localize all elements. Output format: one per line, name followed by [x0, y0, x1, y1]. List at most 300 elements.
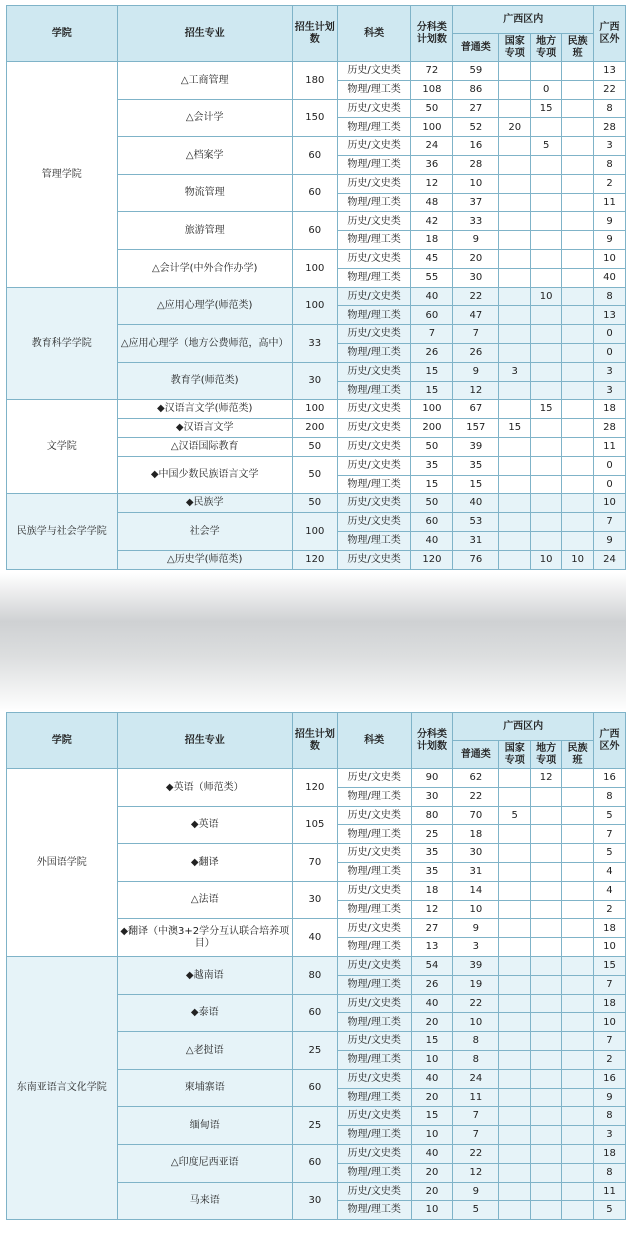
ethnic-class-count — [562, 62, 594, 81]
sub-plan-count: 25 — [411, 825, 453, 844]
subject-category: 历史/文史类 — [337, 1069, 411, 1088]
header-subject: 科类 — [337, 6, 411, 62]
outside-gx-count: 0 — [594, 475, 626, 494]
table-row — [7, 494, 626, 513]
outside-gx-count: 28 — [594, 118, 626, 137]
national-special-count — [499, 137, 531, 156]
local-special-count — [531, 1050, 562, 1069]
general-count: 9 — [453, 919, 499, 938]
ethnic-class-count — [562, 80, 594, 99]
sub-plan-count: 15 — [411, 362, 453, 381]
major-name: 马来语 — [117, 1182, 292, 1220]
outside-gx-count: 16 — [593, 1069, 625, 1088]
general-count: 11 — [453, 1088, 499, 1107]
national-special-count: 15 — [499, 419, 531, 438]
ethnic-class-count — [562, 1088, 594, 1107]
major-name: ◆中国少数民族语言文学 — [117, 456, 292, 494]
local-special-count — [531, 494, 562, 513]
sub-plan-count: 80 — [411, 806, 453, 825]
outside-gx-count: 7 — [593, 1032, 625, 1051]
header-local: 地方专项 — [531, 34, 562, 62]
major-name: △汉语国际教育 — [117, 437, 292, 456]
ethnic-class-count — [562, 956, 594, 975]
major-plan: 30 — [292, 1182, 337, 1220]
subject-category: 历史/文史类 — [337, 62, 411, 81]
national-special-count — [499, 475, 531, 494]
subject-category: 物理/理工类 — [337, 862, 411, 881]
ethnic-class-count — [562, 975, 594, 994]
general-count: 7 — [453, 1126, 499, 1145]
header-gx-in: 广西区内 — [453, 713, 594, 741]
national-special-count — [499, 900, 531, 919]
ethnic-class-count — [562, 1013, 594, 1032]
sub-plan-count: 10 — [411, 1050, 453, 1069]
sub-plan-count: 26 — [411, 975, 453, 994]
ethnic-class-count — [562, 193, 594, 212]
header-gx-out: 广西区外 — [593, 713, 625, 769]
subject-category: 物理/理工类 — [337, 938, 411, 957]
national-special-count — [499, 1182, 531, 1201]
subject-category: 物理/理工类 — [337, 118, 411, 137]
major-name: △法语 — [117, 881, 292, 919]
sub-plan-count: 12 — [411, 900, 453, 919]
ethnic-class-count — [562, 249, 594, 268]
sub-plan-count: 13 — [411, 938, 453, 957]
general-count: 9 — [453, 362, 499, 381]
subject-category: 历史/文史类 — [337, 513, 411, 532]
ethnic-class-count — [562, 1182, 594, 1201]
national-special-count — [499, 193, 531, 212]
local-special-count — [531, 212, 562, 231]
national-special-count — [499, 99, 531, 118]
outside-gx-count: 18 — [593, 1144, 625, 1163]
major-plan: 50 — [292, 437, 337, 456]
local-special-count — [531, 1069, 562, 1088]
major-name: ◆翻译（中澳3+2学分互认联合培养项目） — [117, 919, 292, 957]
subject-category: 物理/理工类 — [337, 787, 411, 806]
header-sub-plan: 分科类计划数 — [411, 6, 453, 62]
major-name: 教育学(师范类) — [117, 362, 292, 400]
sub-plan-count: 27 — [411, 919, 453, 938]
major-plan: 105 — [292, 806, 337, 844]
national-special-count — [499, 212, 531, 231]
outside-gx-count: 3 — [594, 381, 626, 400]
ethnic-class-count — [562, 362, 594, 381]
ethnic-class-count — [562, 806, 594, 825]
subject-category: 物理/理工类 — [337, 155, 411, 174]
subject-category: 历史/文史类 — [337, 806, 411, 825]
local-special-count — [531, 268, 562, 287]
outside-gx-count: 5 — [593, 844, 625, 863]
national-special-count — [499, 769, 531, 788]
subject-category: 历史/文史类 — [337, 419, 411, 438]
general-count: 22 — [453, 787, 499, 806]
major-plan: 60 — [292, 1144, 337, 1182]
sub-plan-count: 50 — [411, 494, 453, 513]
outside-gx-count: 7 — [593, 825, 625, 844]
local-special-count — [531, 306, 562, 325]
sub-plan-count: 60 — [411, 513, 453, 532]
header-plan: 招生计划数 — [292, 6, 337, 62]
sub-plan-count: 48 — [411, 193, 453, 212]
admission-table-1 — [6, 5, 626, 570]
general-count: 47 — [453, 306, 499, 325]
major-name: △印度尼西亚语 — [117, 1144, 292, 1182]
subject-category: 历史/文史类 — [337, 287, 411, 306]
local-special-count — [531, 844, 562, 863]
outside-gx-count: 40 — [594, 268, 626, 287]
subject-category: 历史/文史类 — [337, 844, 411, 863]
sub-plan-count: 15 — [411, 381, 453, 400]
major-plan: 60 — [292, 137, 337, 175]
subject-category: 物理/理工类 — [337, 306, 411, 325]
sub-plan-count: 10 — [411, 1201, 453, 1220]
major-plan: 180 — [292, 62, 337, 100]
general-count: 7 — [453, 1107, 499, 1126]
national-special-count — [499, 249, 531, 268]
major-name: 柬埔寨语 — [117, 1069, 292, 1107]
ethnic-class-count — [562, 825, 594, 844]
ethnic-class-count — [562, 456, 594, 475]
major-plan: 100 — [292, 513, 337, 551]
ethnic-class-count — [562, 1032, 594, 1051]
general-count: 39 — [453, 437, 499, 456]
major-name: 社会学 — [117, 513, 292, 551]
subject-category: 历史/文史类 — [337, 1032, 411, 1051]
general-count: 10 — [453, 900, 499, 919]
major-plan: 120 — [292, 769, 337, 807]
sub-plan-count: 20 — [411, 1163, 453, 1182]
outside-gx-count: 18 — [594, 400, 626, 419]
general-count: 22 — [453, 1144, 499, 1163]
local-special-count — [531, 155, 562, 174]
sub-plan-count: 45 — [411, 249, 453, 268]
general-count: 62 — [453, 769, 499, 788]
general-count: 7 — [453, 325, 499, 344]
subject-category: 历史/文史类 — [337, 550, 411, 569]
ethnic-class-count — [562, 231, 594, 250]
local-special-count — [531, 1088, 562, 1107]
outside-gx-count: 5 — [593, 1201, 625, 1220]
major-name: ◆翻译 — [117, 844, 292, 882]
header-local: 地方专项 — [531, 741, 562, 769]
outside-gx-count: 28 — [594, 419, 626, 438]
local-special-count: 15 — [531, 400, 562, 419]
general-count: 10 — [453, 1013, 499, 1032]
general-count: 67 — [453, 400, 499, 419]
header-ethnic: 民族班 — [562, 741, 594, 769]
general-count: 18 — [453, 825, 499, 844]
outside-gx-count: 9 — [594, 231, 626, 250]
sub-plan-count: 20 — [411, 1013, 453, 1032]
national-special-count — [499, 881, 531, 900]
national-special-count — [499, 494, 531, 513]
ethnic-class-count — [562, 862, 594, 881]
national-special-count — [499, 844, 531, 863]
local-special-count: 12 — [531, 769, 562, 788]
subject-category: 物理/理工类 — [337, 531, 411, 550]
local-special-count — [531, 325, 562, 344]
general-count: 33 — [453, 212, 499, 231]
general-count: 59 — [453, 62, 499, 81]
general-count: 28 — [453, 155, 499, 174]
page-separator — [0, 573, 626, 712]
local-special-count — [531, 437, 562, 456]
major-plan: 60 — [292, 994, 337, 1032]
ethnic-class-count — [562, 400, 594, 419]
ethnic-class-count — [562, 900, 594, 919]
subject-category: 历史/文史类 — [337, 956, 411, 975]
sub-plan-count: 40 — [411, 1069, 453, 1088]
general-count: 39 — [453, 956, 499, 975]
general-count: 22 — [453, 994, 499, 1013]
major-plan: 30 — [292, 362, 337, 400]
major-plan: 60 — [292, 1069, 337, 1107]
local-special-count — [531, 1163, 562, 1182]
ethnic-class-count — [562, 919, 594, 938]
ethnic-class-count — [562, 155, 594, 174]
sub-plan-count: 60 — [411, 306, 453, 325]
major-plan: 50 — [292, 494, 337, 513]
general-count: 22 — [453, 287, 499, 306]
major-plan: 80 — [292, 956, 337, 994]
subject-category: 历史/文史类 — [337, 325, 411, 344]
major-name: ◆汉语言文学 — [117, 419, 292, 438]
general-count: 35 — [453, 456, 499, 475]
national-special-count — [499, 1069, 531, 1088]
major-plan: 70 — [292, 844, 337, 882]
general-count: 15 — [453, 475, 499, 494]
major-name: ◆英语（师范类） — [117, 769, 292, 807]
major-name: △会计学 — [117, 99, 292, 137]
sub-plan-count: 72 — [411, 62, 453, 81]
ethnic-class-count — [562, 881, 594, 900]
outside-gx-count: 2 — [593, 900, 625, 919]
subject-category: 历史/文史类 — [337, 881, 411, 900]
ethnic-class-count — [562, 513, 594, 532]
national-special-count — [499, 550, 531, 569]
national-special-count — [499, 1201, 531, 1220]
subject-category: 历史/文史类 — [337, 400, 411, 419]
national-special-count — [499, 306, 531, 325]
sub-plan-count: 35 — [411, 456, 453, 475]
ethnic-class-count — [562, 1069, 594, 1088]
local-special-count — [531, 881, 562, 900]
general-count: 16 — [453, 137, 499, 156]
sub-plan-count: 42 — [411, 212, 453, 231]
major-plan: 33 — [292, 325, 337, 363]
local-special-count — [531, 787, 562, 806]
sub-plan-count: 100 — [411, 118, 453, 137]
local-special-count — [531, 919, 562, 938]
outside-gx-count: 9 — [593, 1088, 625, 1107]
sub-plan-count: 7 — [411, 325, 453, 344]
table-row — [7, 956, 626, 975]
general-count: 27 — [453, 99, 499, 118]
outside-gx-count: 11 — [594, 193, 626, 212]
general-count: 26 — [453, 343, 499, 362]
general-count: 40 — [453, 494, 499, 513]
subject-category: 历史/文史类 — [337, 456, 411, 475]
major-plan: 25 — [292, 1107, 337, 1145]
subject-category: 物理/理工类 — [337, 1201, 411, 1220]
subject-category: 物理/理工类 — [337, 1126, 411, 1145]
outside-gx-count: 8 — [594, 99, 626, 118]
general-count: 12 — [453, 1163, 499, 1182]
major-plan: 100 — [292, 400, 337, 419]
sub-plan-count: 15 — [411, 475, 453, 494]
outside-gx-count: 3 — [594, 362, 626, 381]
subject-category: 物理/理工类 — [337, 1013, 411, 1032]
local-special-count — [531, 513, 562, 532]
subject-category: 物理/理工类 — [337, 825, 411, 844]
ethnic-class-count — [562, 1107, 594, 1126]
ethnic-class-count — [562, 419, 594, 438]
subject-category: 物理/理工类 — [337, 1050, 411, 1069]
outside-gx-count: 3 — [594, 137, 626, 156]
national-special-count — [499, 825, 531, 844]
national-special-count — [499, 1013, 531, 1032]
sub-plan-count: 55 — [411, 268, 453, 287]
national-special-count — [499, 268, 531, 287]
subject-category: 物理/理工类 — [337, 975, 411, 994]
national-special-count — [499, 1107, 531, 1126]
ethnic-class-count — [562, 844, 594, 863]
ethnic-class-count — [562, 325, 594, 344]
header-national: 国家专项 — [499, 741, 531, 769]
admission-table-2 — [6, 712, 626, 1220]
general-count: 9 — [453, 1182, 499, 1201]
sub-plan-count: 24 — [411, 137, 453, 156]
subject-category: 物理/理工类 — [337, 193, 411, 212]
general-count: 76 — [453, 550, 499, 569]
outside-gx-count: 0 — [594, 325, 626, 344]
general-count: 12 — [453, 381, 499, 400]
sub-plan-count: 35 — [411, 862, 453, 881]
general-count: 37 — [453, 193, 499, 212]
outside-gx-count: 0 — [594, 456, 626, 475]
college-name: 管理学院 — [7, 62, 118, 288]
ethnic-class-count — [562, 118, 594, 137]
local-special-count — [531, 994, 562, 1013]
local-special-count — [531, 1126, 562, 1145]
local-special-count — [531, 1182, 562, 1201]
outside-gx-count: 8 — [593, 787, 625, 806]
major-name: ◆民族学 — [117, 494, 292, 513]
major-name: 缅甸语 — [117, 1107, 292, 1145]
national-special-count — [499, 381, 531, 400]
national-special-count — [499, 62, 531, 81]
major-name: ◆汉语言文学(师范类) — [117, 400, 292, 419]
outside-gx-count: 15 — [593, 956, 625, 975]
local-special-count — [531, 362, 562, 381]
sub-plan-count: 20 — [411, 1088, 453, 1107]
local-special-count — [531, 62, 562, 81]
major-plan: 100 — [292, 287, 337, 325]
outside-gx-count: 8 — [594, 155, 626, 174]
outside-gx-count: 8 — [593, 1163, 625, 1182]
outside-gx-count: 11 — [594, 437, 626, 456]
national-special-count — [499, 513, 531, 532]
major-plan: 120 — [292, 550, 337, 569]
general-count: 8 — [453, 1032, 499, 1051]
sub-plan-count: 15 — [411, 1032, 453, 1051]
ethnic-class-count — [562, 1144, 594, 1163]
national-special-count — [499, 1032, 531, 1051]
table-2-body — [7, 769, 626, 1220]
general-count: 53 — [453, 513, 499, 532]
major-plan: 100 — [292, 249, 337, 287]
national-special-count — [499, 1163, 531, 1182]
local-special-count — [531, 231, 562, 250]
sub-plan-count: 26 — [411, 343, 453, 362]
sub-plan-count: 120 — [411, 550, 453, 569]
general-count: 24 — [453, 1069, 499, 1088]
header-national: 国家专项 — [499, 34, 531, 62]
subject-category: 历史/文史类 — [337, 769, 411, 788]
local-special-count — [531, 1144, 562, 1163]
outside-gx-count: 16 — [593, 769, 625, 788]
sub-plan-count: 200 — [411, 419, 453, 438]
ethnic-class-count — [562, 174, 594, 193]
subject-category: 物理/理工类 — [337, 381, 411, 400]
outside-gx-count: 0 — [594, 343, 626, 362]
outside-gx-count: 5 — [593, 806, 625, 825]
sub-plan-count: 18 — [411, 881, 453, 900]
general-count: 20 — [453, 249, 499, 268]
outside-gx-count: 4 — [593, 881, 625, 900]
local-special-count — [531, 475, 562, 494]
national-special-count — [499, 975, 531, 994]
national-special-count — [499, 1050, 531, 1069]
outside-gx-count: 9 — [594, 531, 626, 550]
national-special-count — [499, 787, 531, 806]
subject-category: 历史/文史类 — [337, 919, 411, 938]
sub-plan-count: 100 — [411, 400, 453, 419]
national-special-count: 5 — [499, 806, 531, 825]
local-special-count — [531, 1032, 562, 1051]
ethnic-class-count — [562, 475, 594, 494]
sub-plan-count: 50 — [411, 99, 453, 118]
ethnic-class-count — [562, 994, 594, 1013]
ethnic-class-count — [562, 268, 594, 287]
local-special-count — [531, 1107, 562, 1126]
outside-gx-count: 8 — [594, 287, 626, 306]
local-special-count — [531, 419, 562, 438]
general-count: 14 — [453, 881, 499, 900]
sub-plan-count: 35 — [411, 844, 453, 863]
major-name: △工商管理 — [117, 62, 292, 100]
table-row — [7, 62, 626, 81]
local-special-count — [531, 806, 562, 825]
major-name: 旅游管理 — [117, 212, 292, 250]
national-special-count — [499, 437, 531, 456]
local-special-count — [531, 862, 562, 881]
outside-gx-count: 2 — [593, 1050, 625, 1069]
outside-gx-count: 4 — [593, 862, 625, 881]
national-special-count — [499, 80, 531, 99]
major-name: △档案学 — [117, 137, 292, 175]
national-special-count — [499, 325, 531, 344]
national-special-count: 20 — [499, 118, 531, 137]
general-count: 30 — [453, 844, 499, 863]
outside-gx-count: 7 — [594, 513, 626, 532]
local-special-count — [531, 825, 562, 844]
major-name: ◆英语 — [117, 806, 292, 844]
subject-category: 物理/理工类 — [337, 343, 411, 362]
ethnic-class-count — [562, 437, 594, 456]
local-special-count: 0 — [531, 80, 562, 99]
